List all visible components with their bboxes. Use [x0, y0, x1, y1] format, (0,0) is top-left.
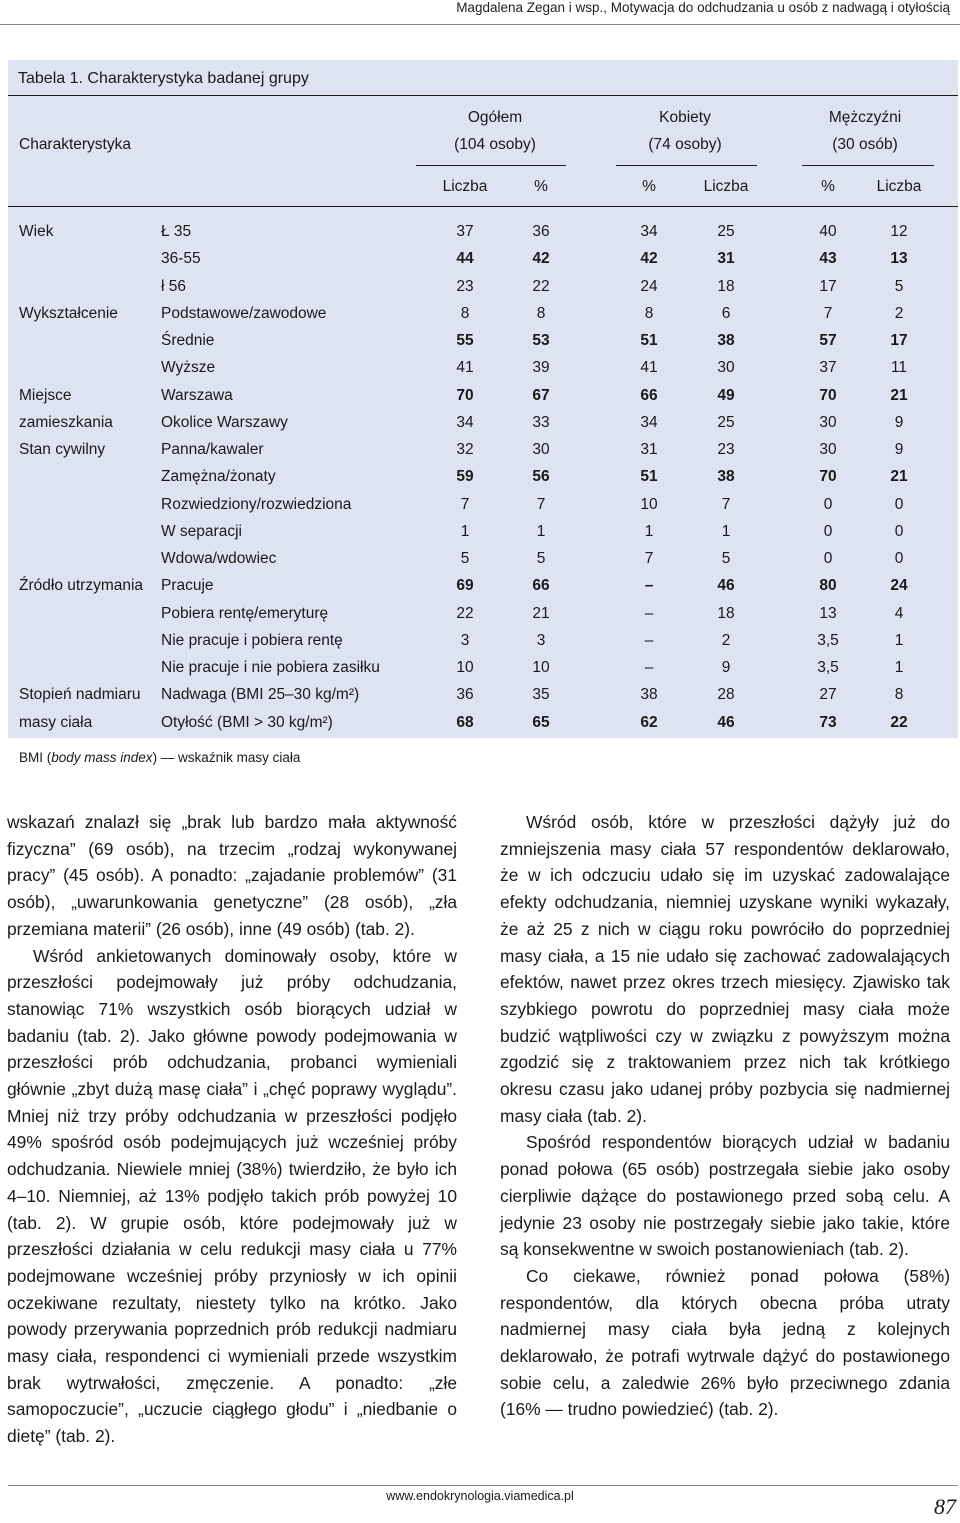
table-cell: 34: [640, 413, 658, 431]
table-cell: 1: [644, 522, 654, 540]
table-cell: 8: [536, 304, 546, 322]
row-category: Stan cywilny: [19, 441, 106, 458]
table-cell: 42: [532, 250, 550, 268]
table-cell: 38: [717, 468, 735, 486]
table-cell: 32: [456, 441, 474, 458]
row-subcategory: Pobiera rentę/emeryturę: [161, 604, 329, 622]
row-category: Miejsce: [19, 386, 72, 404]
table-cell: 7: [536, 495, 546, 513]
table-cell: 65: [532, 713, 550, 731]
table-cell: 51: [640, 468, 658, 486]
table-cell: 1: [536, 522, 546, 540]
table-cell: 7: [644, 550, 654, 567]
table-cell: 51: [640, 332, 658, 349]
table-cell: 38: [640, 686, 658, 704]
subheader: Liczba: [442, 178, 488, 195]
table-cell: 44: [456, 250, 474, 268]
row-category: Źródło utrzymania: [19, 577, 144, 595]
table-cell: 70: [819, 386, 837, 404]
table-cell: 17: [819, 277, 837, 295]
table-cell: –: [644, 604, 654, 622]
table-cell: 68: [456, 713, 474, 731]
col-header-characteristic: Charakterystyka: [19, 136, 131, 153]
table-cell: 21: [532, 604, 550, 622]
group-ogolem-n: (104 osoby): [454, 136, 536, 153]
table-cell: 0: [894, 495, 904, 513]
footer-url: www.endokrynologia.viamedica.pl: [386, 1489, 574, 1503]
table-cell: 6: [721, 304, 731, 322]
table-cell: 40: [819, 223, 837, 240]
table-cell: 8: [894, 686, 904, 704]
left-column: [7, 809, 457, 1450]
table-cell: 38: [717, 332, 735, 349]
table-cell: 22: [532, 277, 550, 295]
row-subcategory: Panna/kawaler: [161, 441, 264, 458]
table-cell: 3: [536, 631, 546, 649]
table-cell: 31: [640, 441, 658, 458]
table-cell: 0: [823, 495, 833, 513]
row-subcategory: Otyłość (BMI > 30 kg/m²): [161, 713, 333, 731]
header-rule: [0, 24, 960, 25]
table-cell: 41: [640, 359, 658, 377]
table-cell: 42: [640, 250, 658, 268]
table-cell: 23: [456, 277, 474, 295]
paragraph: Spośród respondentów biorących udział w badaniu ponad połowa (65 osób) postrzegała siebie jako osoby cierpliwie dążące do postawionego przed sobą celu. A jedynie 23 osoby nie postrzegały siebie jako takie, które są konsekwentne w swoich postanowieniach (tab. 2).: [500, 1132, 950, 1260]
table-cell: 1: [894, 631, 904, 649]
table-cell: 5: [721, 550, 731, 567]
row-subcategory: Ł 35: [161, 223, 192, 240]
right-column: [500, 809, 950, 1423]
group-kobiety-n: (74 osoby): [648, 136, 722, 153]
table-cell: 25: [717, 413, 735, 431]
table-cell: 11: [890, 359, 908, 377]
table-cell: 46: [717, 713, 735, 731]
footer-rule: [8, 1485, 958, 1486]
table-cell: 27: [819, 686, 837, 704]
table-cell: 53: [532, 332, 550, 349]
table-cell: 1: [721, 522, 731, 540]
table-cell: 0: [823, 522, 833, 540]
table-cell: 33: [532, 413, 550, 431]
table-cell: 2: [721, 631, 731, 649]
subheader: %: [534, 178, 548, 195]
table-cell: 37: [819, 359, 837, 377]
table-cell: 21: [890, 468, 908, 486]
subheader: Liczba: [876, 178, 922, 195]
group-mezczyzni-label: Mężczyźni: [828, 109, 902, 126]
row-category: Stopień nadmiaru: [19, 686, 141, 704]
row-subcategory: Nie pracuje i nie pobiera zasiłku: [161, 659, 380, 676]
table-cell: 18: [717, 604, 735, 622]
table-cell: 30: [819, 441, 837, 458]
table-cell: 66: [640, 386, 658, 404]
table-cell: 17: [890, 332, 908, 349]
row-subcategory: Rozwiedziony/rozwiedziona: [161, 495, 352, 513]
table-cell: 4: [894, 604, 904, 622]
table-top-rule: [8, 95, 958, 96]
table-cell: 39: [532, 359, 550, 377]
table-cell: 9: [721, 659, 731, 676]
table-cell: 46: [717, 577, 735, 595]
row-subcategory: Zamężna/żonaty: [161, 468, 276, 486]
group-rule-ogolem: [416, 165, 566, 166]
row-category: Wiek: [19, 223, 54, 240]
row-category: masy ciała: [19, 713, 93, 731]
table-cell: 0: [894, 550, 904, 567]
table-cell: 9: [894, 413, 904, 431]
table-cell: 59: [456, 468, 474, 486]
table-cell: 7: [721, 495, 731, 513]
table-cell: 10: [640, 495, 658, 513]
table-cell: 55: [456, 332, 474, 349]
row-subcategory: Wyższe: [161, 359, 216, 377]
table-footnote: BMI (body mass index) — wskaźnik masy ciała: [19, 750, 301, 765]
paragraph: Wśród osób, które w przeszłości dążyły już do zmniejszenia masy ciała 57 respondentów deklarowało, że w ich odczuciu udało się im uzyskać zadowalające efekty odchudzania, niemniej uzyskane wyniki wykazały, że aż 25 z nich w ciągu roku powróciło do poprzedniej masy ciała, a 15 nie udało się zachować zadowalających efektów, nawet przez okres trzech miesięcy. Zjawisko tak szybkiego powrotu do poprzedniej masy ciała może budzić wątpliwości czy w związku z powyższym można zgodzić się z traktowaniem przez nich tak krótkiego okresu czasu jako udanej próby pozbycia się nadmiernej masy ciała (tab. 2).: [500, 812, 950, 1126]
row-subcategory: 36-55: [161, 250, 201, 268]
table-1: [8, 60, 958, 738]
table-cell: 66: [532, 577, 550, 595]
table-cell: 21: [890, 386, 908, 404]
table-cell: 30: [717, 359, 735, 377]
table-cell: 8: [644, 304, 654, 322]
table-cell: 30: [532, 441, 550, 458]
group-ogolem-label: Ogółem: [467, 109, 523, 126]
table-cell: 1: [460, 522, 470, 540]
table-cell: 5: [536, 550, 546, 567]
table-cell: 36: [456, 686, 474, 704]
table-cell: 43: [819, 250, 837, 268]
table-cell: 34: [640, 223, 658, 240]
running-head: Magdalena Zegan i wsp., Motywacja do odchudzania u osób z nadwagą i otyłością: [456, 0, 950, 15]
row-subcategory: Pracuje: [161, 577, 214, 595]
table-cell: 67: [532, 386, 550, 404]
table-cell: –: [644, 577, 654, 595]
table-cell: 24: [890, 577, 908, 595]
row-category: zamieszkania: [19, 413, 113, 431]
row-subcategory: Warszawa: [161, 386, 233, 404]
table-cell: 41: [456, 359, 474, 377]
table-cell: 9: [894, 441, 904, 458]
paragraph: Co ciekawe, również ponad połowa (58%) respondentów, dla których obecna próba utraty nadmiernej masy ciała była jedną z kolejnych deklarowało, że potrafi wytrwale dążyć do postawionego sobie celu, a zaledwie 26% było przeciwnego zdania (16% — trudno powiedzieć) (tab. 2).: [500, 1265, 950, 1420]
row-subcategory: Okolice Warszawy: [161, 413, 288, 431]
table-cell: 28: [717, 686, 735, 704]
table-cell: –: [644, 659, 654, 676]
group-rule-kobiety: [616, 165, 757, 166]
row-subcategory: W separacji: [161, 522, 242, 540]
table-cell: 10: [456, 659, 474, 676]
table-cell: 3: [460, 631, 470, 649]
table-cell: 12: [890, 223, 908, 240]
table-cell: 0: [823, 550, 833, 567]
row-subcategory: ł 56: [161, 277, 186, 295]
row-subcategory: Średnie: [161, 332, 215, 349]
table-cell: 23: [717, 441, 735, 458]
subheader: %: [642, 178, 656, 195]
table-cell: 80: [819, 577, 837, 595]
group-rule-mezczyzni: [802, 165, 934, 166]
table-cell: 73: [819, 713, 837, 731]
page-number: 87: [934, 1494, 956, 1519]
table-cell: 62: [640, 713, 658, 731]
table-cell: 70: [819, 468, 837, 486]
row-subcategory: Podstawowe/zawodowe: [161, 304, 327, 322]
table-cell: –: [644, 631, 654, 649]
table-cell: 5: [460, 550, 470, 567]
table-cell: 30: [819, 413, 837, 431]
table-cell: 3,5: [817, 631, 839, 649]
table-cell: 56: [532, 468, 550, 486]
table-cell: 7: [823, 304, 833, 322]
table-cell: 2: [894, 304, 904, 322]
table-cell: 7: [460, 495, 470, 513]
table-cell: 31: [717, 250, 735, 268]
table-cell: 25: [717, 223, 735, 240]
row-category: Wykształcenie: [19, 304, 118, 322]
paragraph: Wśród ankietowanych dominowały osoby, które w przeszłości podejmowały już próby odchudzania, stanowiąc 71% wszystkich osób biorących udział w badaniu (tab. 2). Jako główne powody podejmowania w przeszłości prób odchudzania, probanci wymieniali głównie „zbyt dużą masę ciała” i „chęć poprawy wyglądu”. Mniej niż trzy próby odchudzania w przeszłości podjęło 49% spośród osób podejmujących już wcześniej próby odchudzania. Niewiele mniej (38%) twierdziło, że było ich 4–10. Niemniej, aż 13% podjęło takich prób powyżej 10 (tab. 2). W grupie osób, które podejmowały już w przeszłości działania w celu redukcji masy ciała u 77% podejmowane wcześniej próby przyniosły w ich opinii oczekiwane rezultaty, niestety tylko na krótko. Jako powody przerywania poprzednich prób redukcji nadmiaru masy ciała, respondenci ci wymieniali przede wszystkim brak wytrwałości, zmęczenie. A ponadto: „złe samopoczucie”, „uczucie ciągłego głodu” i „niedbanie o dietę” (tab. 2).: [7, 945, 457, 1447]
table-title: Tabela 1. Charakterystyka badanej grupy: [18, 70, 309, 87]
table-cell: 35: [532, 686, 550, 704]
table-header-rule: [8, 206, 958, 207]
table-cell: 22: [890, 713, 908, 731]
table-cell: 57: [819, 332, 837, 349]
table-cell: 13: [819, 604, 837, 622]
table-cell: 37: [456, 223, 474, 240]
paragraph: wskazań znalazł się „brak lub bardzo mała aktywność fizyczna” (69 osób), na trzecim „rodzaj wykonywanej pracy” (45 osób). A ponadto: „zajadanie problemów” (31 osób), „uwarunkowania genetyczne” (28 osób), „zła przemiana materii” (26 osób), inne (49 osób) (tab. 2).: [7, 812, 457, 939]
table-cell: 69: [456, 577, 474, 595]
row-subcategory: Nie pracuje i pobiera rentę: [161, 631, 343, 649]
table-cell: 34: [456, 413, 474, 431]
table-cell: 70: [456, 386, 474, 404]
table-cell: 0: [894, 522, 904, 540]
table-cell: 5: [894, 277, 904, 295]
group-kobiety-label: Kobiety: [659, 109, 711, 126]
subheader: Liczba: [703, 178, 749, 195]
table-cell: 22: [456, 604, 474, 622]
group-mezczyzni-n: (30 osób): [832, 136, 898, 153]
table-cell: 8: [460, 304, 470, 322]
table-cell: 49: [717, 386, 735, 404]
subheader: %: [821, 178, 835, 195]
row-subcategory: Nadwaga (BMI 25–30 kg/m²): [161, 686, 360, 704]
table-cell: 24: [640, 277, 658, 295]
table-cell: 1: [894, 659, 904, 676]
table-cell: 10: [532, 659, 550, 676]
table-cell: 18: [717, 277, 735, 295]
table-cell: 3,5: [817, 659, 839, 676]
table-cell: 36: [532, 223, 550, 240]
table-cell: 13: [890, 250, 908, 268]
row-subcategory: Wdowa/wdowiec: [161, 550, 277, 567]
